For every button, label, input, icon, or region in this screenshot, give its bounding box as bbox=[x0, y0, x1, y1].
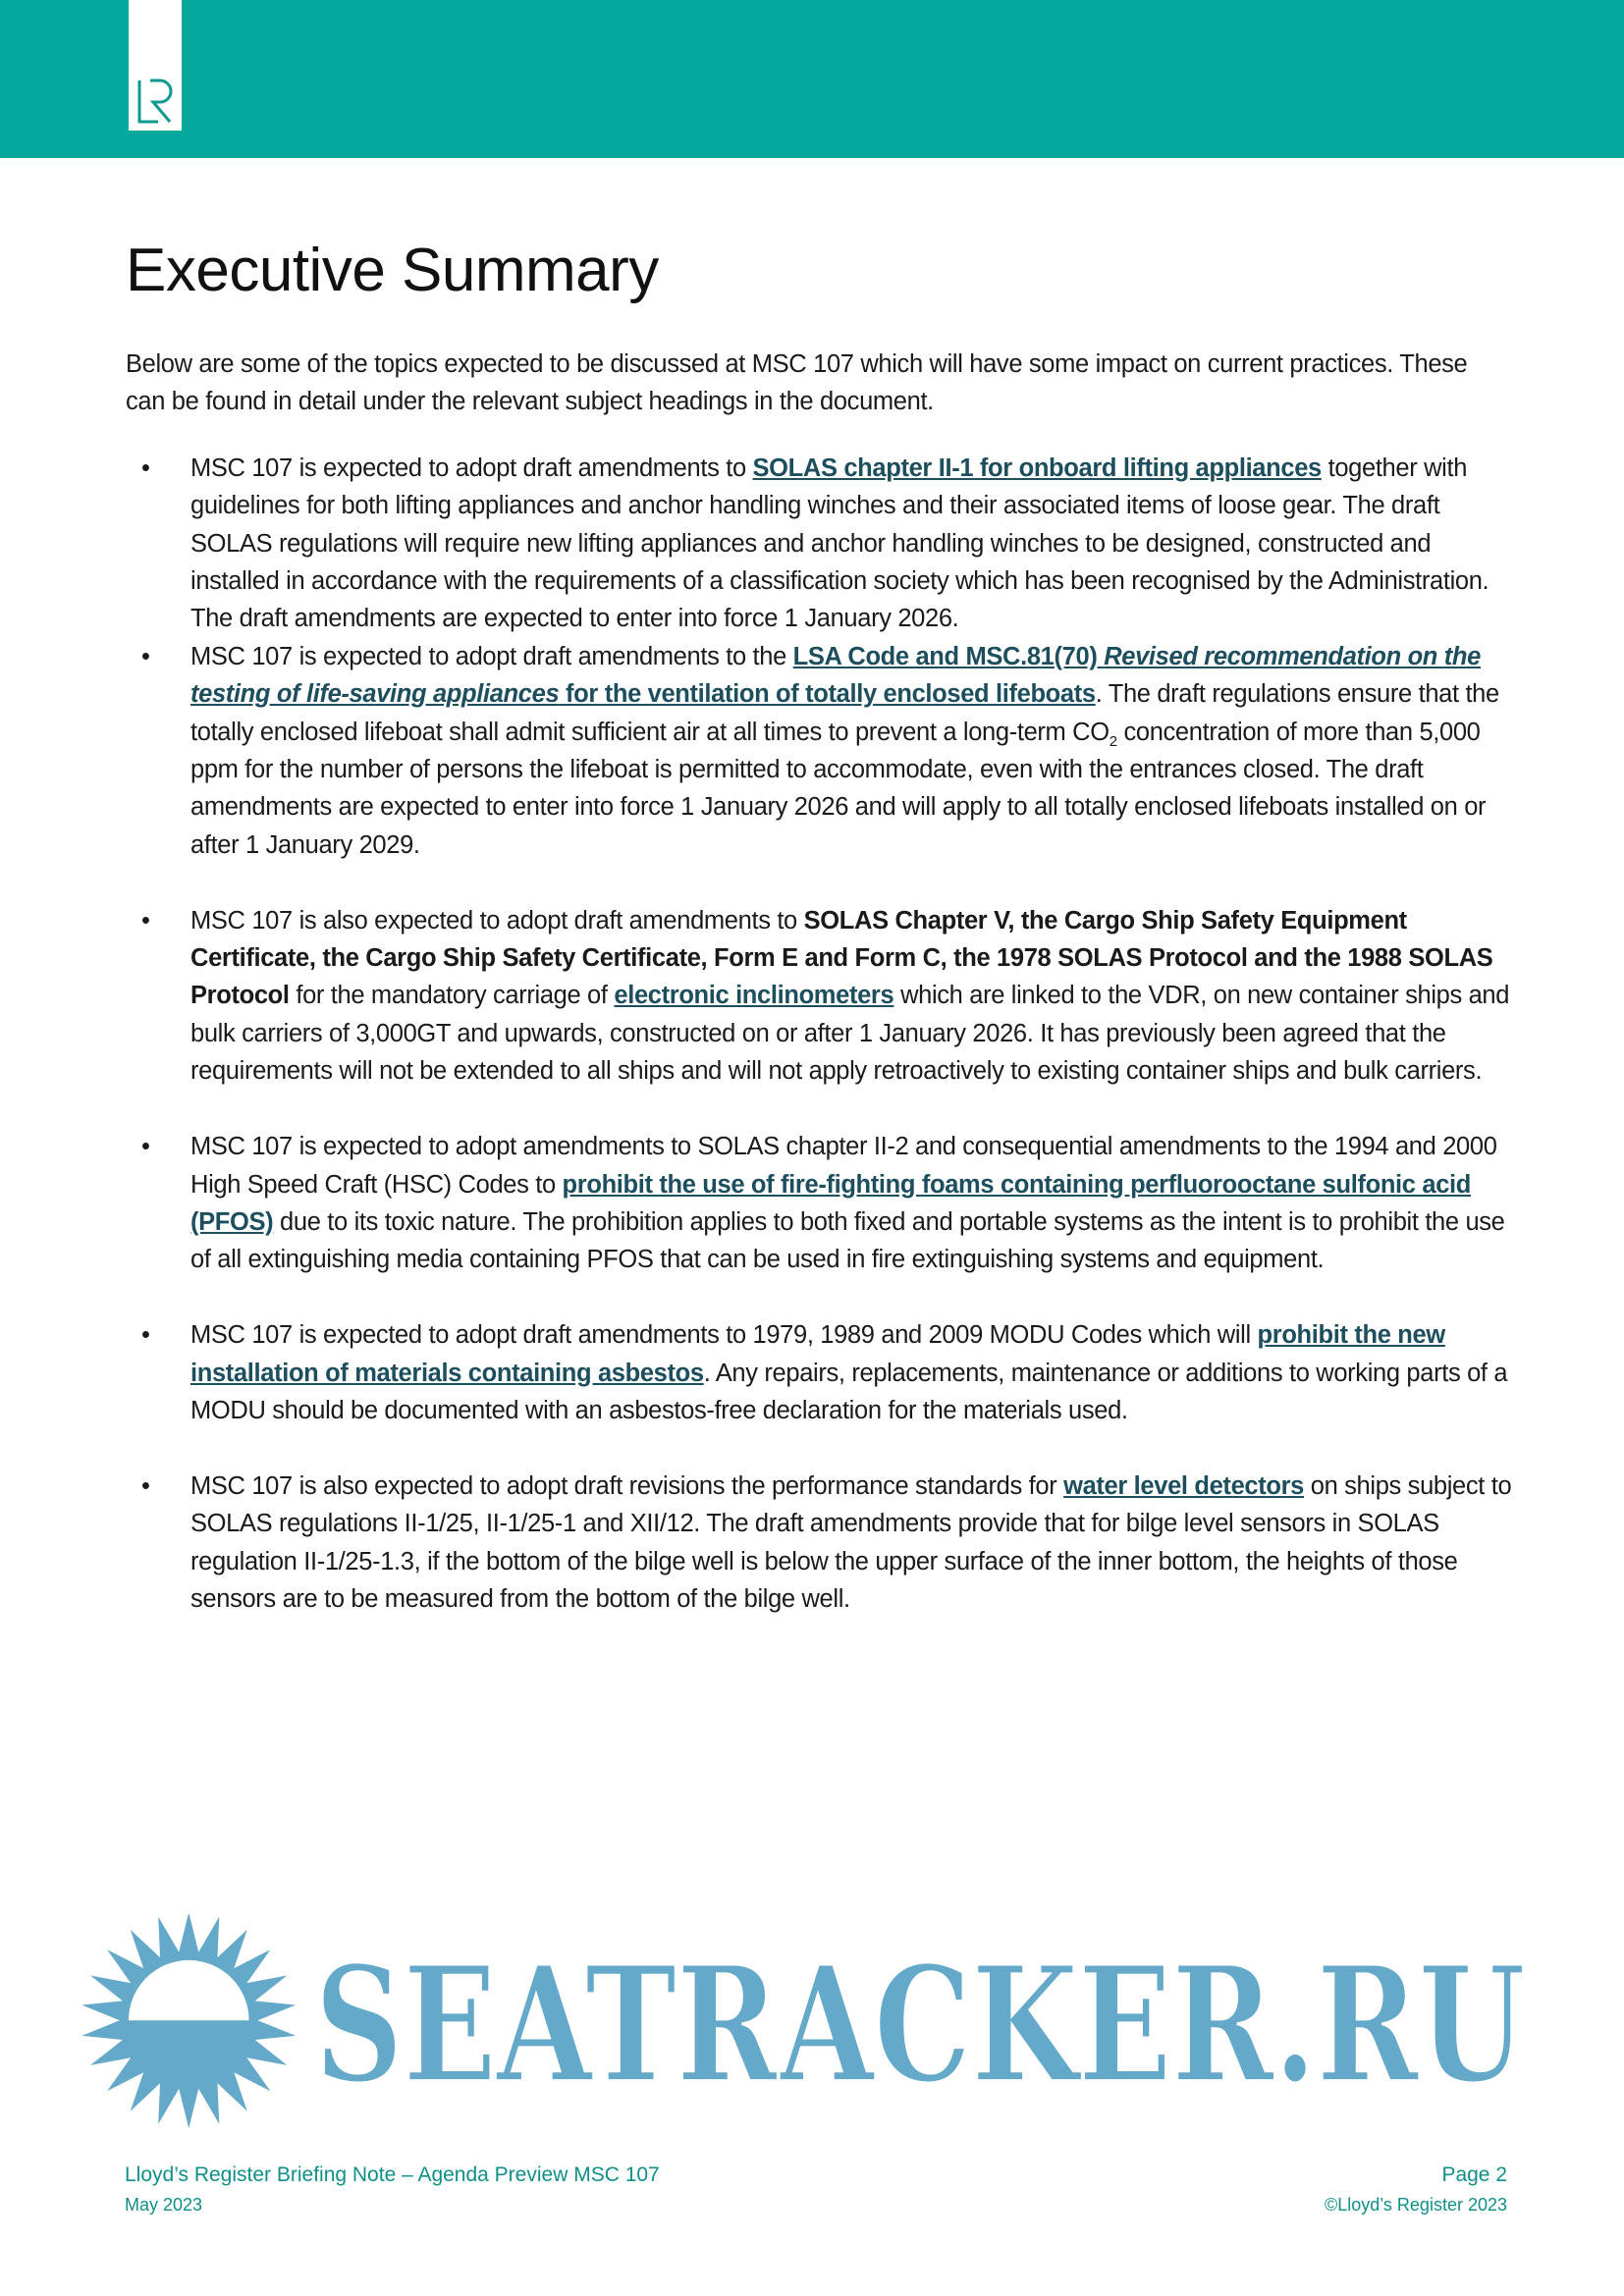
topic-link[interactable]: Revised recommendation on the testing of life-saving appliances bbox=[190, 642, 1481, 709]
bullet-icon: • bbox=[141, 1133, 150, 1161]
intro-paragraph: Below are some of the topics expected to be discussed at MSC 107 which will have some impact on current practices. These can be found in detail under the relevant subject headings in the document. bbox=[126, 350, 1468, 416]
topic-bullet-item bbox=[126, 1128, 1526, 1279]
footer-date: May 2023 bbox=[125, 2195, 203, 2215]
bullet-icon: • bbox=[141, 1321, 150, 1350]
body-text: MSC 107 is expected to adopt draft amendments to the bbox=[190, 642, 793, 670]
topic-bullet-item bbox=[126, 1316, 1526, 1429]
bullet-icon: • bbox=[141, 454, 150, 482]
body-text: MSC 107 is also expected to adopt draft revisions the performance standards for bbox=[190, 1471, 1064, 1500]
page-title: Executive Summary bbox=[126, 237, 659, 304]
footer-copyright: ©Lloyd’s Register 2023 bbox=[1324, 2195, 1507, 2215]
topic-bullet-item bbox=[126, 638, 1526, 864]
body-text: which are linked to the VDR, on new container ships and bulk carriers of 3,000GT and upwards, constructed on or after 1 January 2026. It has previously been agreed that the requirements will not be extended to all ships and will not apply retroactively to existing container ships and bulk carriers. bbox=[190, 982, 1510, 1086]
footer-doc-title: Lloyd’s Register Briefing Note – Agenda Preview MSC 107 bbox=[125, 2163, 660, 2186]
sun-icon bbox=[81, 1914, 296, 2128]
bold-text: SOLAS Chapter V, the Cargo Ship Safety Equipment Certificate, the Cargo Ship Safety Certificate, Form E and Form C, the 1978 SOLAS Protocol and the 1988 SOLAS Protocol bbox=[190, 906, 1493, 1010]
lr-logo-icon bbox=[136, 79, 176, 126]
lr-logo bbox=[129, 0, 182, 131]
body-text: together with guidelines for both lifting appliances and anchor handling winches and their associated items of loose gear. The draft SOLAS regulations will require new lifting appliances and anchor handling winches to be designed, constructed and installed in accordance with the requirements of a classification society which has been recognised by the Administration. The draft amendments are expected to enter into force 1 January 2026. bbox=[190, 454, 1489, 633]
topic-bullet-item bbox=[126, 1468, 1526, 1619]
summary-body bbox=[126, 346, 1520, 1618]
bullet-icon: • bbox=[141, 642, 150, 670]
bullet-icon: • bbox=[141, 906, 150, 934]
body-text: due to its toxic nature. The prohibition applies to both fixed and portable systems as the intent is to prohibit the use of all extinguishing media containing PFOS that can be used in fire extinguishing systems and equipment. bbox=[190, 1207, 1505, 1274]
body-text: concentration of more than 5,000 ppm for the number of persons the lifeboat is permitted to accommodate, even with the entrances closed. The draft amendments are expected to enter into force 1 January 2026 and will apply to all totally enclosed lifeboats installed on or after 1 January 2029. bbox=[190, 718, 1487, 859]
body-text: for the mandatory carriage of bbox=[289, 982, 615, 1010]
topic-link[interactable]: water level detectors bbox=[1063, 1471, 1305, 1500]
bullet-icon: • bbox=[141, 1471, 150, 1500]
watermark bbox=[0, 1914, 1624, 2130]
topic-link[interactable]: for the ventilation of totally enclosed lifeboats bbox=[559, 680, 1096, 709]
body-text: MSC 107 is expected to adopt draft amendments to bbox=[190, 454, 753, 482]
topic-bullet-item bbox=[126, 902, 1526, 1091]
body-text: MSC 107 is expected to adopt amendments to SOLAS chapter II-2 and consequential amendments to the 1994 and 2000 High Speed Craft (HSC) Codes to bbox=[190, 1133, 1497, 1199]
header-band bbox=[0, 0, 1624, 158]
topic-link[interactable]: SOLAS chapter II-1 for onboard lifting appliances bbox=[752, 454, 1322, 482]
topic-link[interactable]: LSA Code and MSC.81(70) bbox=[792, 642, 1105, 670]
subscript: 2 bbox=[1109, 732, 1117, 750]
topic-bullet-item bbox=[126, 450, 1526, 638]
topic-link[interactable]: prohibit the new installation of materials containing asbestos bbox=[190, 1321, 1445, 1387]
body-text: MSC 107 is expected to adopt draft amendments to 1979, 1989 and 2009 MODU Codes which will bbox=[190, 1321, 1258, 1350]
topic-link[interactable]: electronic inclinometers bbox=[614, 982, 894, 1010]
body-text: . The draft regulations ensure that the totally enclosed lifeboat shall admit sufficient air at all times to prevent a long-term CO bbox=[190, 680, 1499, 746]
body-text: on ships subject to SOLAS regulations II-1/25, II-1/25-1 and XII/12. The draft amendments provide that for bilge level sensors in SOLAS regulation II-1/25-1.3, if the bottom of the bilge well is below the upper surface of the inner bottom, the heights of those sensors are to be measured from the bottom of the bilge well. bbox=[190, 1471, 1512, 1613]
watermark-text: SEATRACKER.RU bbox=[314, 1932, 1526, 2119]
body-text: MSC 107 is also expected to adopt draft amendments to bbox=[190, 906, 804, 934]
topic-list bbox=[126, 450, 1520, 1619]
footer-page-number: Page 2 bbox=[1441, 2163, 1507, 2186]
topic-link[interactable]: prohibit the use of fire-fighting foams containing perfluorooctane sulfonic acid (PFOS) bbox=[190, 1170, 1471, 1236]
body-text: . Any repairs, replacements, maintenance or additions to working parts of a MODU should be documented with an asbestos-free declaration for the materials used. bbox=[190, 1359, 1508, 1424]
